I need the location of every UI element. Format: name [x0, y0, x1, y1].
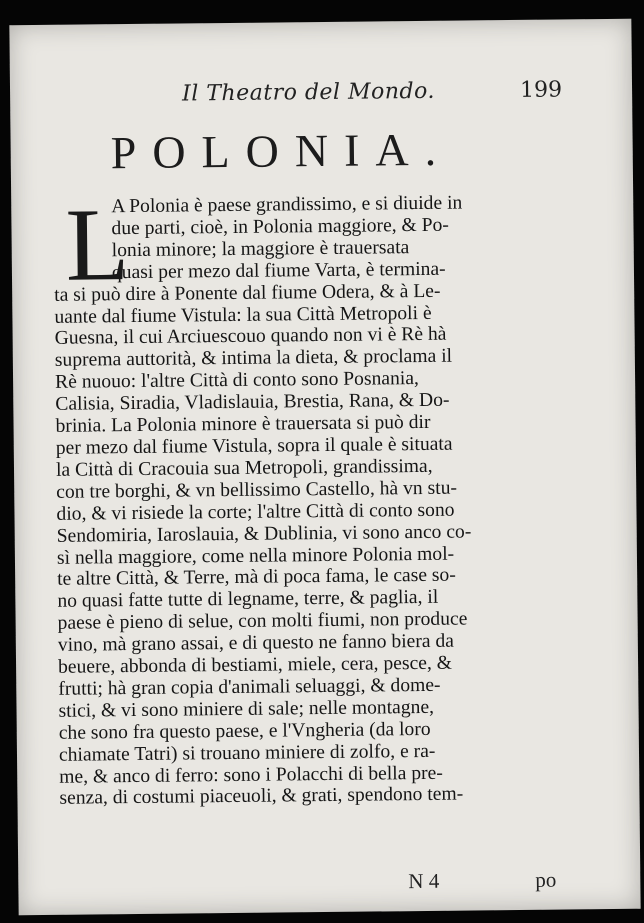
drop-cap: L — [65, 187, 130, 303]
text-line: suprema auttorità, & intima la dieta, & proclama il — [54, 346, 453, 372]
text-line: chiamate Tatri) si trouano miniere di zolfo, e ra- — [58, 740, 436, 766]
signature-mark: N 4 — [408, 868, 440, 894]
text-line: paese è pieno di selue, con molti fiumi, non produce — [57, 608, 468, 635]
text-line: ta si può dire à Ponente dal fiume Odera, & à Le- — [54, 280, 441, 306]
text-line: uante dal fiume Vistula: la sua Città Metropoli è — [54, 302, 432, 328]
page-number: 199 — [519, 77, 563, 103]
body-text — [53, 187, 599, 810]
text-line: senza, di costumi piaceuoli, & grati, spendono tem- — [59, 784, 464, 810]
text-line: Rè nuouo: l'altre Città di conto sono Posnania, — [54, 368, 419, 394]
catchword: po — [535, 867, 557, 892]
text-line: me, & anco di ferro: sono i Polacchi di bella pre- — [59, 762, 443, 788]
text-line: te altre Città, & Terre, mà di poca fama, le case so- — [57, 565, 456, 591]
text-line: Sendomiria, Iaroslauia, & Dublinia, vi sono anco co- — [56, 521, 472, 547]
text-line: no quasi fatte tutte di legname, terre, & paglia, il — [57, 587, 439, 613]
chapter-title: POLONIA. — [110, 123, 453, 179]
text-line: quasi per mezo dal fiume Varta, è termina- — [111, 258, 446, 283]
text-line: con tre borghi, & vn bellissimo Castello, hà vn stu- — [56, 477, 458, 503]
text-line: due parti, cioè, in Polonia maggiore, & Po- — [111, 214, 449, 240]
text-line: che sono fra questo paese, e l'Vngheria (da loro — [58, 718, 431, 744]
text-line: stici, & vi sono miniere di sale; nelle montagne, — [58, 696, 435, 722]
text-line: beuere, abbonda di bestiami, miele, cera, pesce, & — [57, 652, 453, 678]
book-page — [9, 19, 640, 915]
text-line: Guesna, il cui Arciuescouo quando non vi è Rè hà — [54, 324, 447, 350]
text-line: brinia. La Polonia minore è trauersata si può dir — [55, 411, 431, 437]
page-header — [10, 77, 632, 114]
text-line: sì nella maggiore, come nella minore Polonia mol- — [56, 543, 455, 569]
text-line: frutti; hà gran copia d'animali seluaggi, & dome- — [58, 674, 441, 700]
text-line: lonia minore; la maggiore è trauersata — [111, 236, 410, 262]
text-line: dio, & vi risiede la corte; l'altre Città di conto sono — [56, 499, 455, 525]
text-line: la Città di Cracouia sua Metropoli, grandissima, — [55, 455, 433, 481]
text-line: Calisia, Siradia, Vladislauia, Brestia, Rana, & Do- — [55, 389, 450, 415]
running-title: Il Theatro del Mondo. — [181, 78, 436, 107]
text-line: vino, mà grano assai, e di questo ne fanno biera da — [57, 630, 455, 656]
text-line: A Polonia è paese grandissimo, e si diuide in — [111, 192, 463, 218]
text-line: per mezo dal fiume Vistula, sopra il quale è situata — [55, 433, 453, 459]
